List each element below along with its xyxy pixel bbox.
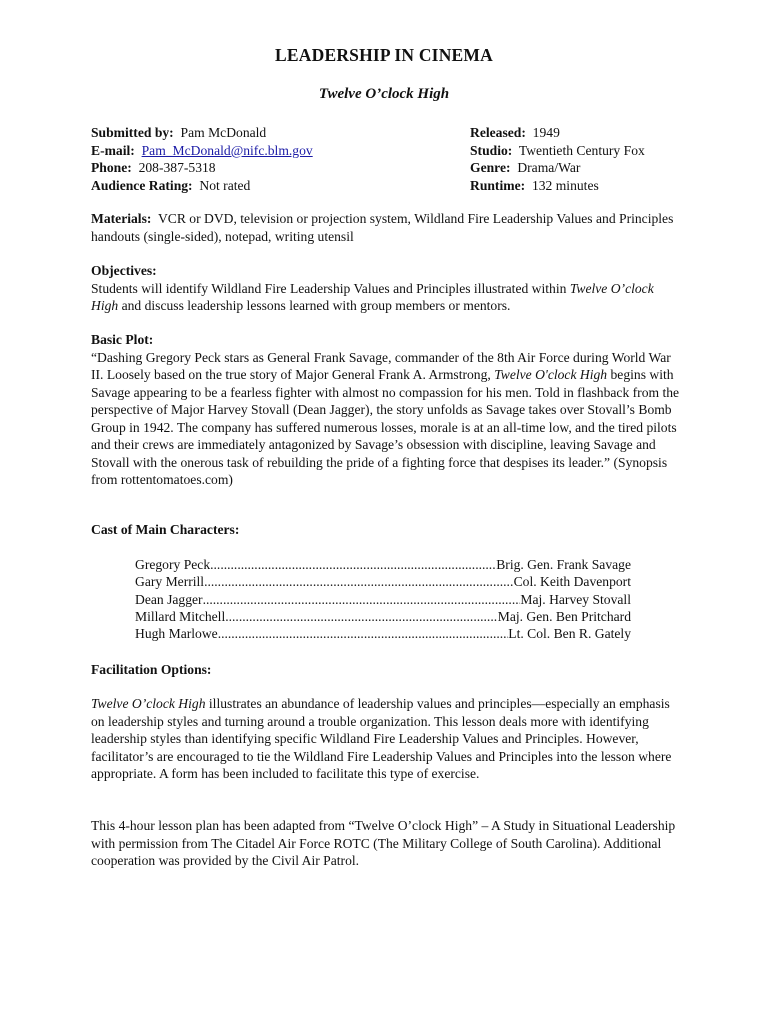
plot-film-title: Twelve O'clock High [494,367,608,382]
submitted-by-value: Pam McDonald [180,125,267,140]
objectives-paragraph [91,280,681,315]
genre-value: Drama/War [517,160,581,176]
audience-rating-row [91,177,451,195]
submitted-by-row [91,124,451,142]
facilitation-paragraph [91,695,681,783]
movie-title: Twelve O’clock High [318,86,450,102]
cast-list [135,556,631,642]
cast-role: Maj. Harvey Stovall [520,591,631,607]
objectives-text-end: and discuss leadership lessons learned with group members or mentors. [118,298,511,313]
cast-heading-block [91,521,681,539]
cast-role: Maj. Gen. Ben Pritchard [497,608,631,624]
basic-plot-section [91,331,681,489]
basic-plot-heading: Basic Plot: [91,332,154,347]
facilitation-heading: Facilitation Options: [91,662,212,677]
objectives-section [91,262,681,315]
studio-row [470,142,730,160]
audience-rating-value: Not rated [199,178,251,194]
released-label: Released: [470,125,526,140]
phone-value: 208-387-5318 [138,160,216,176]
studio-value: Twentieth Century Fox [518,142,645,158]
objectives-text: Students will identify Wildland Fire Leadership Values and Principles illustrated within [91,280,570,296]
cast-actor: Hugh Marlowe [135,626,218,642]
email-row [91,142,451,160]
cast-role: Brig. Gen. Frank Savage [496,557,631,572]
objectives-film-title: Twelve O’clock High [91,280,654,313]
materials-paragraph [91,210,681,245]
plot-text: “Dashing Gregory Peck stars as General Frank Savage, commander of the 8th Air Force during World War II. Loosely based on the true story of Major General Frank A. Armstrong, [91,349,671,382]
cast-row [135,556,631,573]
materials-label: Materials: [91,211,152,226]
cast-row [135,625,631,642]
adaptation-paragraph: This 4-hour lesson plan has been adapted from “Twelve O’clock High” – A Study in Situational Leadership with permission from The Citadel Air Force ROTC (The Military College of South Carolina). Additional cooperation was provided by the Civil Air Patrol. [91,818,676,868]
facilitation-section [91,695,681,783]
genre-label: Genre: [470,160,511,176]
facilitation-text: illustrates an abundance of leadership values and principles—especially an emphasis on leadership styles and turning around a trouble organization. This lesson deals more with identifying leadership styles than identifying specific Wildland Fire Leadership Values and Principles. However, facilitator’s are encouraged to tie the Wildland Fire Leadership Values and Principles into the lesson where appropriate. A form has been included to facilitate this type of exercise. [91,696,672,781]
phone-row [91,159,451,177]
cast-actor: Dean Jagger [135,591,203,607]
dot-leader [218,625,509,642]
dot-leader [210,556,496,573]
adaptation-section [91,817,681,870]
objectives-heading: Objectives: [91,263,157,278]
email-label: E-mail: [91,142,135,158]
cast-role: Col. Keith Davenport [513,574,631,590]
phone-label: Phone: [91,160,132,176]
cast-row [135,591,631,608]
cast-actor: Gary Merrill [135,574,205,590]
cast-actor: Gregory Peck [135,557,211,572]
cast-role: Lt. Col. Ben R. Gately [508,626,631,642]
cast-row [135,608,631,625]
dot-leader [225,608,498,625]
cast-actor: Millard Mitchell [135,608,226,624]
submitted-by-label: Submitted by: [91,125,174,140]
runtime-label: Runtime: [470,178,526,194]
materials-section [91,210,681,245]
film-info [470,124,730,195]
released-row [470,124,730,142]
genre-row [470,159,730,177]
facilitation-film-title: Twelve O’clock High [91,696,206,711]
released-value: 1949 [532,125,560,140]
email-link[interactable]: Pam_McDonald@nifc.blm.gov [141,142,313,158]
audience-rating-label: Audience Rating: [91,178,193,194]
facilitation-heading-block [91,661,681,679]
submission-info [91,124,451,195]
materials-text: VCR or DVD, television or projection system, Wildland Fire Leadership Values and Principles handouts (single-sided), notepad, writing utensil [91,211,674,244]
studio-label: Studio: [470,142,513,158]
dot-leader [203,591,521,608]
dot-leader [204,573,514,590]
basic-plot-paragraph [91,349,681,489]
plot-text-end: begins with Savage appearing to be a fearless fighter with almost no compassion for his men. Told in flashback from the perspective of Major Harvey Stovall (Dean Jagger), the story unfolds as Savage takes over Stovall’s Bomb Group in 1942. The company has suffered numerous losses, morale is at an all-time low, and the tired pilots and their crews are immediately antagonized by Savage’s obsession with discipline, leaving Savage and Stovall with the onerous task of rebuilding the pride of a fighting force that despises its leader.” (Synopsis from rottentomatoes.com) [91,367,680,487]
runtime-value: 132 minutes [531,178,599,194]
cast-row [135,573,631,590]
runtime-row [470,177,730,195]
cast-heading: Cast of Main Characters: [91,522,240,537]
document-title: LEADERSHIP IN CINEMA [275,45,493,65]
